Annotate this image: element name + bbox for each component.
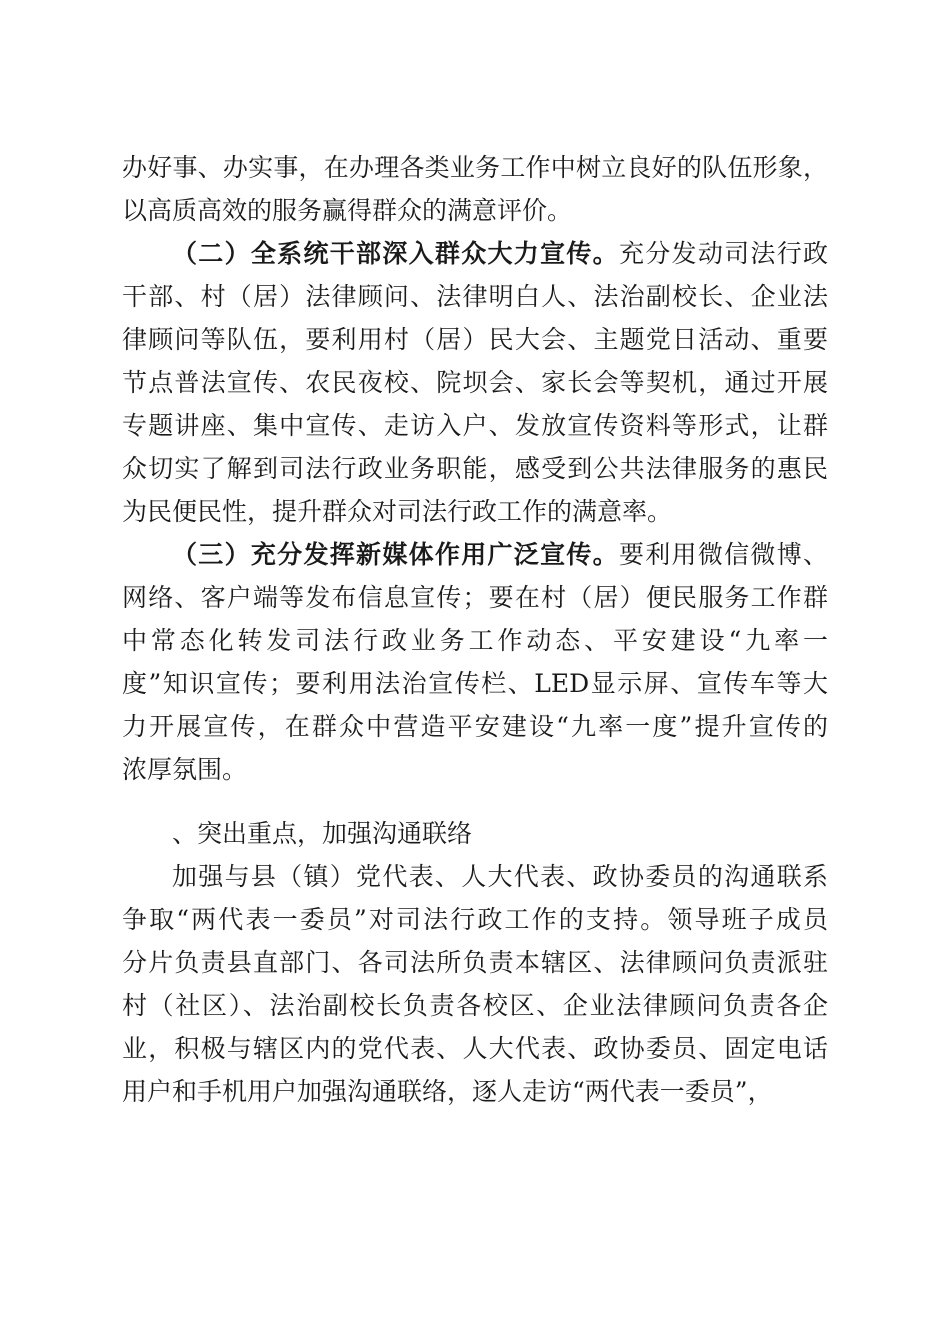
paragraph-line: 网络、客户端等发布信息宣传；要在村（居）便民服务工作群 <box>122 583 828 612</box>
paragraph-line: 浓厚氛围。 <box>122 755 248 784</box>
paragraph-line: 用户和手机用户加强沟通联络，逐人走访“两代表一委员”， <box>122 1077 773 1106</box>
paragraph-line: 律顾问等队伍，要利用村（居）民大会、主题党日活动、重要 <box>122 325 828 354</box>
paragraph-line: 力开展宣传，在群众中营造平安建设“九率一度”提升宣传的 <box>122 712 828 741</box>
paragraph-first-line <box>172 539 828 571</box>
subsection-heading: （二）全系统干部深入群众大力宣传。 <box>172 239 619 268</box>
section-heading: 、突出重点，加强沟通联络 <box>172 819 473 848</box>
paragraph-text: 充分发动司法行政 <box>618 239 828 268</box>
paragraph-line: 为民便民性，提升群众对司法行政工作的满意率。 <box>122 497 673 526</box>
paragraph-text: 要利用微信微博、 <box>618 540 828 569</box>
paragraph-line: 中常态化转发司法行政业务工作动态、平安建设“九率一 <box>122 626 828 655</box>
paragraph-first-line <box>172 238 828 270</box>
paragraph-line: 以高质高效的服务赢得群众的满意评价。 <box>122 196 573 225</box>
paragraph-line: 众切实了解到司法行政业务职能，感受到公共法律服务的惠民 <box>122 454 828 483</box>
subsection-heading: （三）充分发挥新媒体作用广泛宣传。 <box>172 540 619 569</box>
paragraph-line: 度”知识宣传；要利用法治宣传栏、LED显示屏、宣传车等大 <box>122 669 828 698</box>
paragraph-line: 专题讲座、集中宣传、走访入户、发放宣传资料等形式，让群 <box>122 411 828 440</box>
paragraph-line: 节点普法宣传、农民夜校、院坝会、家长会等契机，通过开展 <box>122 368 828 397</box>
paragraph-line: 干部、村（居）法律顾问、法律明白人、法治副校长、企业法 <box>122 282 828 311</box>
paragraph-line: 争取“两代表一委员”对司法行政工作的支持。领导班子成员 <box>122 905 828 934</box>
paragraph-first-line: 加强与县（镇）党代表、人大代表、政协委员的沟通联系 <box>172 862 828 891</box>
paragraph-line: 村（社区）、法治副校长负责各校区、企业法律顾问负责各企 <box>122 991 828 1020</box>
paragraph-line: 分片负责县直部门、各司法所负责本辖区、法律顾问负责派驻 <box>122 948 828 977</box>
paragraph-line: 办好事、办实事，在办理各类业务工作中树立良好的队伍形象， <box>122 153 828 182</box>
paragraph-line: 业，积极与辖区内的党代表、人大代表、政协委员、固定电话 <box>122 1034 828 1063</box>
